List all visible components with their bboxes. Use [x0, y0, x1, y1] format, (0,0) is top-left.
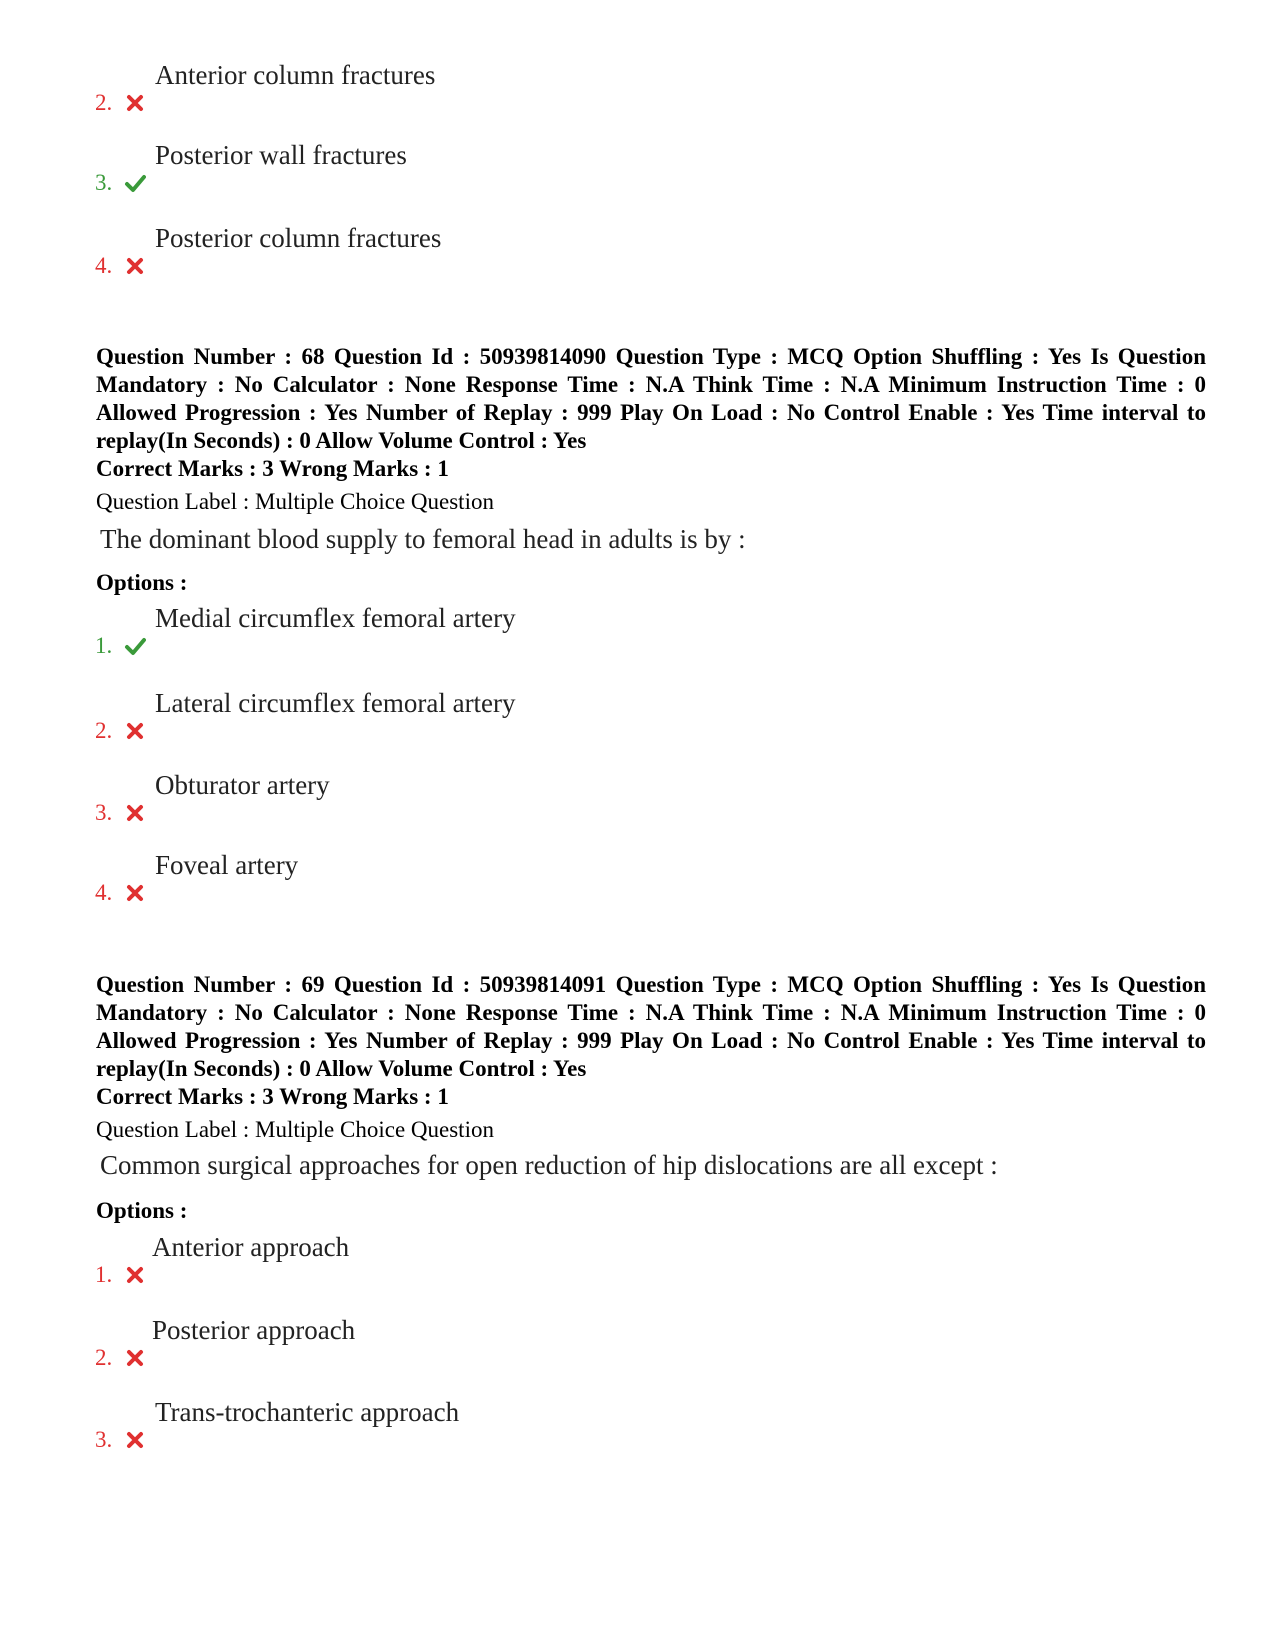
question-68-option-2 [95, 688, 795, 748]
check-icon [124, 635, 146, 657]
option-text: Posterior wall fractures [155, 140, 407, 170]
cross-icon [124, 720, 146, 742]
option-text: Obturator artery [155, 770, 330, 800]
option-2-previous [95, 60, 795, 120]
option-text: Anterior approach [152, 1232, 350, 1262]
question-68-text: The dominant blood supply to femoral head in adults is by : [100, 524, 746, 554]
question-68-label: Question Label : Multiple Choice Question [96, 489, 494, 514]
option-text: Trans-trochanteric approach [155, 1397, 460, 1427]
question-69-option-3 [95, 1397, 795, 1457]
question-69-label: Question Label : Multiple Choice Question [96, 1117, 494, 1142]
option-text: Lateral circumflex femoral artery [155, 688, 516, 718]
option-number: 2. [95, 90, 113, 115]
cross-icon [124, 255, 146, 277]
option-number: 3. [95, 1427, 113, 1452]
option-number: 3. [95, 170, 113, 195]
question-69-options-label: Options : [96, 1198, 188, 1223]
option-number: 3. [95, 800, 113, 825]
option-3-previous [95, 140, 795, 200]
option-text: Medial circumflex femoral artery [155, 603, 516, 633]
question-69-text: Common surgical approaches for open reduction of hip dislocations are all except : [100, 1150, 998, 1180]
question-68-option-1 [95, 603, 795, 663]
cross-icon [124, 1347, 146, 1369]
option-number: 1. [95, 633, 113, 658]
question-68-meta: Question Number : 68 Question Id : 50939814090 Question Type : MCQ Option Shuffling : Yes Is Question Mandatory : No Calculator : None Response Time : N.A Think Time : N.A Minimum Instruction Time : 0 Allowed Progression : Yes Number of Replay : 999 Play On Load : No Control Enable : Yes Time interval to replay(In Seconds) : 0 Allow Volume Control : Yes [96, 344, 1206, 453]
option-text: Anterior column fractures [155, 60, 436, 90]
question-68-option-4 [95, 850, 795, 910]
cross-icon [124, 802, 146, 824]
option-text: Posterior column fractures [155, 223, 442, 253]
question-69-meta: Question Number : 69 Question Id : 50939814091 Question Type : MCQ Option Shuffling : Yes Is Question Mandatory : No Calculator : None Response Time : N.A Think Time : N.A Minimum Instruction Time : 0 Allowed Progression : Yes Number of Replay : 999 Play On Load : No Control Enable : Yes Time interval to replay(In Seconds) : 0 Allow Volume Control : Yes [96, 972, 1206, 1081]
cross-icon [124, 882, 146, 904]
question-68-option-3 [95, 770, 795, 830]
check-icon [124, 172, 146, 194]
cross-icon [124, 1264, 146, 1286]
option-4-previous [95, 223, 795, 283]
option-text: Posterior approach [152, 1315, 356, 1345]
question-68-options-label: Options : [96, 570, 188, 595]
question-69-option-1 [95, 1232, 795, 1292]
question-69-marks: Correct Marks : 3 Wrong Marks : 1 [96, 1084, 449, 1109]
option-number: 4. [95, 880, 113, 905]
option-number: 1. [95, 1262, 113, 1287]
option-number: 2. [95, 718, 113, 743]
option-number: 4. [95, 253, 113, 278]
option-text: Foveal artery [155, 850, 299, 880]
question-68-marks: Correct Marks : 3 Wrong Marks : 1 [96, 456, 449, 481]
cross-icon [124, 92, 146, 114]
question-69-option-2 [95, 1315, 795, 1375]
option-number: 2. [95, 1345, 113, 1370]
cross-icon [124, 1429, 146, 1451]
